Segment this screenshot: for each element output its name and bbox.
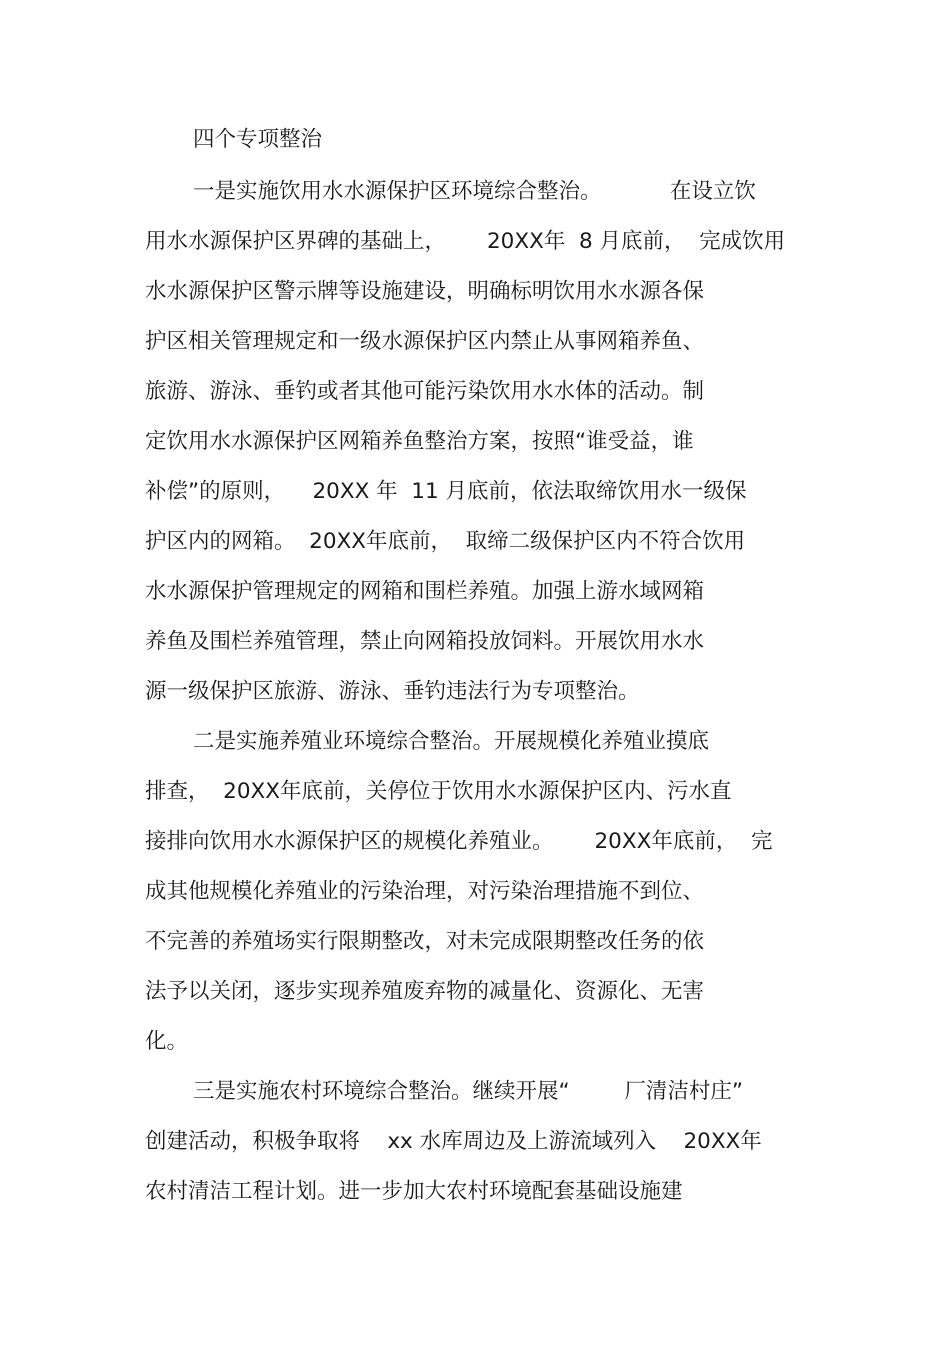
paragraph-line: 排查， 20XX年底前，关停位于饮用水水源保护区内、污水直 bbox=[145, 779, 732, 804]
paragraph-line: 养鱼及围栏养殖管理，禁止向网箱投放饲料。开展饮用水水 bbox=[145, 629, 705, 654]
paragraph-line: 二是实施养殖业环境综合整治。开展规模化养殖业摸底 bbox=[193, 729, 710, 754]
paragraph-line: 用水水源保护区界碑的基础上， 20XX年 8 月底前， 完成饮用 bbox=[145, 229, 786, 254]
paragraph-line: 一是实施饮用水水源保护区环境综合整治。 在设立饮 bbox=[193, 179, 756, 204]
paragraph-line: 法予以关闭，逐步实现养殖废弃物的减量化、资源化、无害 bbox=[145, 979, 705, 1004]
paragraph-line: 农村清洁工程计划。进一步加大农村环境配套基础设施建 bbox=[145, 1179, 683, 1204]
paragraph-line: 不完善的养殖场实行限期整改，对未完成限期整改任务的依 bbox=[145, 929, 705, 954]
paragraph-line: 水水源保护管理规定的网箱和围栏养殖。加强上游水域网箱 bbox=[145, 579, 705, 604]
paragraph-line: 定饮用水水源保护区网箱养鱼整治方案，按照“谁受益，谁 bbox=[145, 429, 694, 454]
paragraph-line: 化。 bbox=[145, 1029, 189, 1054]
paragraph-line: 成其他规模化养殖业的污染治理，对污染治理措施不到位、 bbox=[145, 879, 705, 904]
paragraph-line: 旅游、游泳、垂钓或者其他可能污染饮用水水体的活动。制 bbox=[145, 379, 705, 404]
paragraph-line: 护区内的网箱。 20XX年底前， 取缔二级保护区内不符合饮用 bbox=[145, 529, 746, 554]
paragraph-line: 创建活动，积极争取将 xx 水库周边及上游流域列入 20XX年 bbox=[145, 1129, 762, 1154]
paragraph-line: 三是实施农村环境综合整治。继续开展“ 厂清洁村庄” bbox=[193, 1079, 743, 1104]
paragraph-line: 护区相关管理规定和一级水源保护区内禁止从事网箱养鱼、 bbox=[145, 329, 705, 354]
paragraph-line: 源一级保护区旅游、游泳、垂钓违法行为专项整治。 bbox=[145, 679, 640, 704]
paragraph-line: 接排向饮用水水源保护区的规模化养殖业。 20XX年底前， 完 bbox=[145, 829, 773, 854]
paragraph-line: 水水源保护区警示牌等设施建设，明确标明饮用水水源各保 bbox=[145, 279, 705, 304]
section-heading: 四个专项整治 bbox=[193, 127, 323, 152]
paragraph-line: 补偿”的原则， 20XX 年 11 月底前，依法取缔饮用水一级保 bbox=[145, 479, 747, 504]
